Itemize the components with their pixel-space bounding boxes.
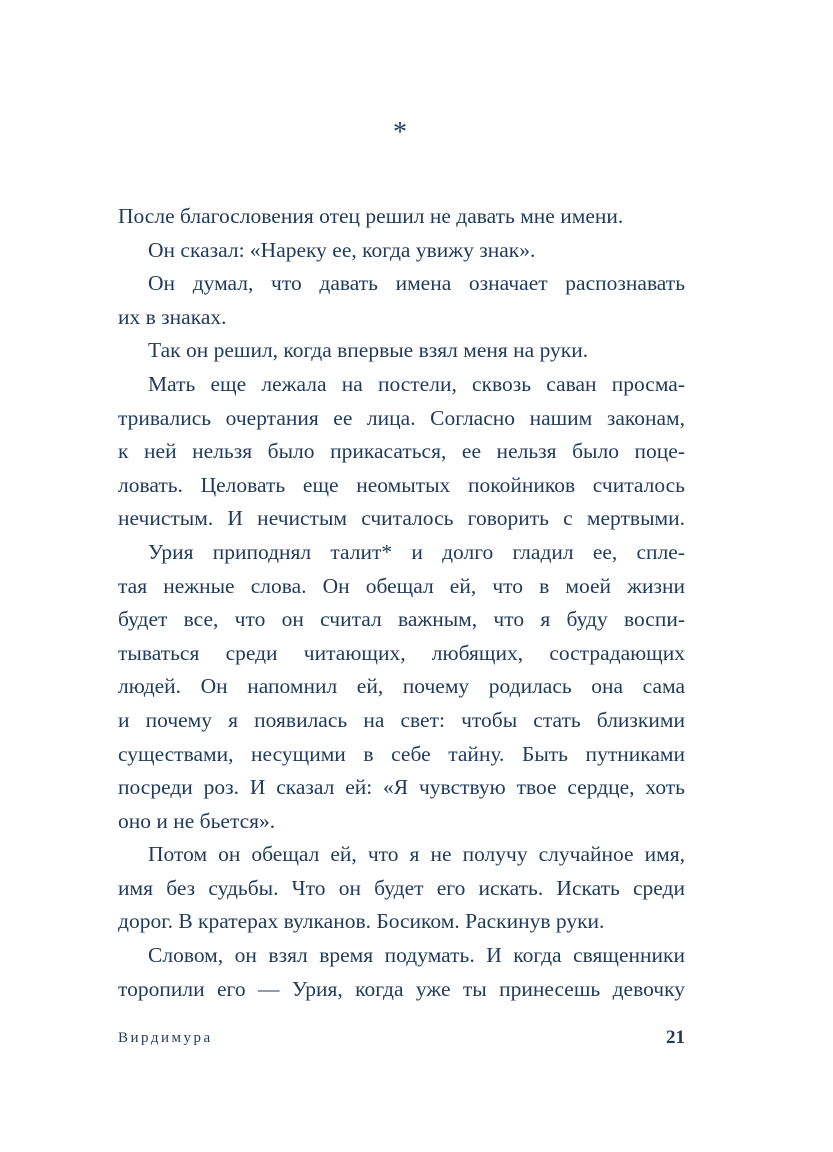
text-line: Урия приподнял талит* и долго гладил ее, спле- [148,539,685,564]
text-line: нечистым. И нечистым считалось говорить с мертвыми. [118,506,685,531]
text-line: Он думал, что давать имена означает распознавать [148,271,685,296]
text-line: Потом он обещал ей, что я не получу случайное имя, [148,842,685,867]
text-line: Он сказал: «Нареку ее, когда увижу знак». [148,237,536,262]
text-line: тая нежные слова. Он обещал ей, что в моей жизни [118,573,685,598]
text-line: к ней нельзя было прикасаться, ее нельзя было поце- [118,439,685,464]
text-line: имя без судьбы. Что он будет его искать. Искать среди [118,875,685,900]
text-line: будет все, что он считал важным, что я буду воспи- [118,607,685,632]
text-line: Мать еще лежала на постели, сквозь саван просма- [148,371,685,396]
text-line: существами, несущими в себе тайну. Быть путниками [118,741,685,766]
text-line: оно и не бьется». [118,808,276,833]
text-line: Словом, он взял время подумать. И когда священники [148,943,685,968]
text-line: дорог. В кратерах вулканов. Босиком. Раскинув руки. [118,909,605,934]
page-number: 21 [666,1027,685,1048]
section-separator: * [393,117,407,148]
text-line: тываться среди читающих, любящих, сострадающих [118,640,685,665]
text-line: посреди роз. И сказал ей: «Я чувствую твое сердце, хоть [118,775,685,800]
text-line: тривались очертания ее лица. Согласно нашим законам, [118,405,685,430]
text-line: торопили его — Урия, когда уже ты принесешь девочку [118,976,685,1001]
text-line: людей. Он напомнил ей, почему родилась она сама [118,674,685,699]
text-line: Так он решил, когда впервые взял меня на руки. [148,338,589,363]
text-line: После благословения отец решил не давать мне имени. [118,204,624,228]
text-line: их в знаках. [118,304,227,329]
running-footer-title: Вирдимура [118,1030,213,1046]
text-line: ловать. Целовать еще неомытых покойников считалось [118,472,685,497]
body-text [118,200,685,1006]
text-line: и почему я появилась на свет: чтобы стать близкими [118,707,685,732]
